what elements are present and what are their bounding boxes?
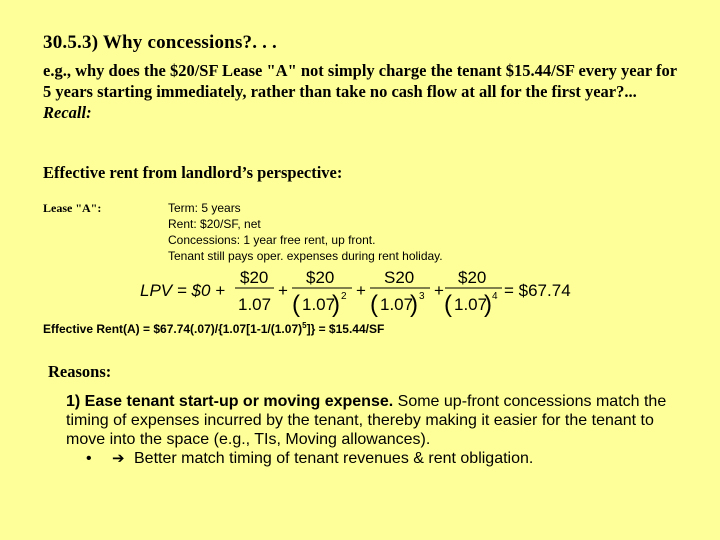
slide-title: 30.5.3) Why concessions?. . . [43,32,277,53]
formula-term-3-num: S20 [384,268,415,287]
plus-sign: + [434,281,444,300]
formula-result: = $67.74 [504,281,571,300]
formula-term-3 [370,268,430,318]
effective-rent-exponent: 5 [302,321,307,330]
formula-term-4 [444,268,502,318]
lease-detail-rent: Rent: $20/SF, net [168,217,261,231]
reason-item-1-text: Some up-front concessions match the timing of expenses incurred by the tenant, thereby making it easier for the tenant to move into the space (e.g., TIs, Moving allowances). [66,393,667,448]
plus-sign: + [278,281,288,300]
formula-term-3-exp: 3 [419,291,425,302]
lease-detail-concessions: Concessions: 1 year free rent, up front. [168,233,376,247]
formula-term-2-num: $20 [306,268,335,287]
formula-term-1-num: $20 [240,268,269,287]
formula-term-2-exp: 2 [341,291,347,302]
lpv-formula-svg [140,266,580,318]
lease-a-label: Lease "A": [43,201,102,215]
paren-open: ( [444,291,452,318]
reason-item-1-lead: 1) Ease tenant start-up or moving expense. [66,393,394,410]
formula-term-2 [292,268,352,318]
formula-term-3-den: 1.07 [380,295,414,314]
formula-term-1 [235,268,274,314]
lease-detail-expenses: Tenant still pays oper. expenses during rent holiday. [168,249,443,263]
formula-term-1-den: 1.07 [238,295,272,314]
formula-term-4-num: $20 [458,268,487,287]
reason-item-1 [66,392,686,449]
effective-rent-prefix: Effective Rent(A) = $67.74(.07)/{1.07[1-1/(1.07) [43,322,303,336]
effective-rent-formula [43,321,384,336]
reason-bullet [66,449,686,468]
recall-label: Recall: [43,103,92,122]
formula-term-4-den: 1.07 [454,295,488,314]
reason-bullet-text: Better match timing of tenant revenues & rent obligation. [134,450,534,467]
plus-sign: + [356,281,366,300]
paren-close: ) [410,291,418,318]
intro-block [43,60,683,123]
formula-term-4-exp: 4 [492,291,498,302]
formula-term-2-den: 1.07 [302,295,336,314]
effective-rent-heading: Effective rent from landlord’s perspective: [43,163,343,182]
paren-close: ) [484,291,492,318]
arrow-right-icon: ➔ [112,450,125,467]
effective-rent-suffix: ]} = $15.44/SF [306,322,385,336]
bullet-icon: • [86,450,92,467]
reason-list [66,392,686,468]
reasons-label: Reasons: [48,362,112,381]
paren-close: ) [332,291,340,318]
lease-details [168,200,443,264]
intro-question: e.g., why does the $20/SF Lease "A" not simply charge the tenant $15.44/SF every year for 5 years starting immediately, rather than take no cash flow at all for the first year?... [43,61,677,101]
formula-lhs: LPV = $0 + [140,281,226,300]
paren-open: ( [370,291,378,318]
lease-detail-term: Term: 5 years [168,201,241,215]
paren-open: ( [292,291,300,318]
lpv-formula [140,266,580,318]
